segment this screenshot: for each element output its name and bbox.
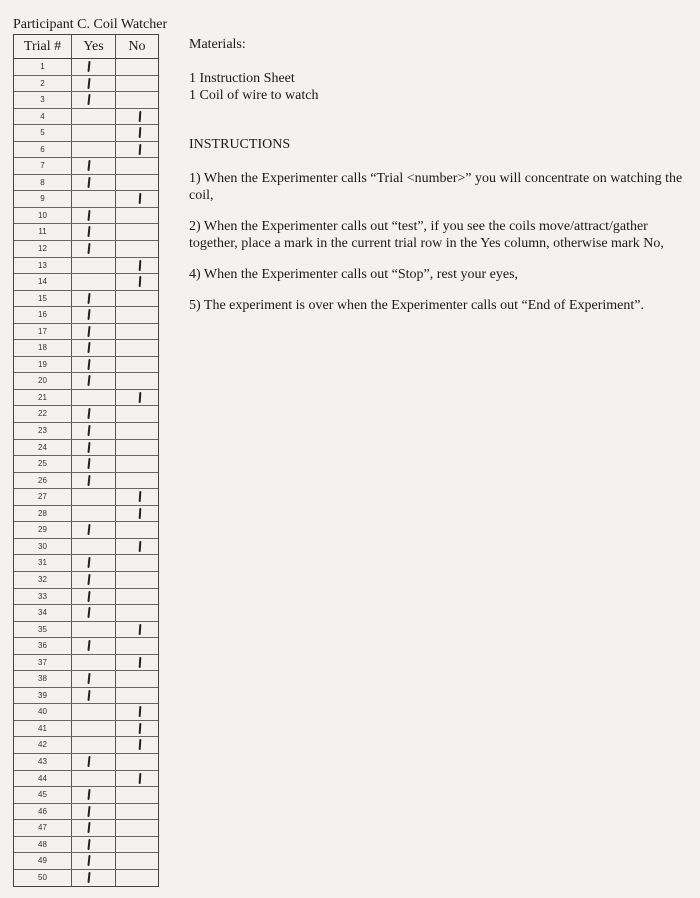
no-cell [116, 274, 158, 290]
no-cell [116, 456, 158, 472]
yes-cell [72, 142, 116, 158]
yes-cell [72, 307, 116, 323]
no-cell [116, 307, 158, 323]
yes-cell [72, 274, 116, 290]
no-cell [116, 76, 158, 92]
table-row [14, 721, 158, 738]
tally-mark [87, 839, 90, 850]
trial-number: 29 [14, 522, 72, 538]
table-row [14, 787, 158, 804]
tally-mark [87, 607, 90, 618]
trial-number: 16 [14, 307, 72, 323]
yes-cell [72, 539, 116, 555]
table-row [14, 258, 158, 275]
yes-cell [72, 224, 116, 240]
trial-number: 23 [14, 423, 72, 439]
header-no: No [128, 39, 146, 54]
table-row [14, 109, 158, 126]
yes-cell [72, 158, 116, 174]
yes-cell [72, 820, 116, 836]
instruction-step: 2) When the Experimenter calls out “test”, if you see the coils move/attract/gather together, place a mark in the current trial row in the Yes column, otherwise mark No, [189, 219, 664, 251]
no-cell [116, 125, 158, 141]
trial-number: 50 [14, 870, 72, 887]
no-cell [116, 390, 158, 406]
tally-mark [139, 491, 141, 502]
tally-mark [87, 524, 90, 535]
tally-mark [87, 94, 90, 105]
no-cell [116, 142, 158, 158]
tally-mark [87, 210, 90, 221]
trial-number: 41 [14, 721, 72, 737]
trial-number: 22 [14, 406, 72, 422]
trial-number: 17 [14, 324, 72, 340]
yes-cell [72, 754, 116, 770]
tally-mark [87, 458, 90, 469]
table-row [14, 589, 158, 606]
trial-number: 30 [14, 539, 72, 555]
no-cell [116, 688, 158, 704]
trial-number: 35 [14, 622, 72, 638]
tally-mark [87, 425, 90, 436]
table-row [14, 820, 158, 837]
yes-cell [72, 241, 116, 257]
yes-cell [72, 605, 116, 621]
yes-cell [72, 589, 116, 605]
no-cell [116, 59, 158, 75]
tally-mark [87, 673, 90, 684]
table-row [14, 340, 158, 357]
trial-number: 37 [14, 655, 72, 671]
table-row [14, 853, 158, 870]
yes-cell [72, 406, 116, 422]
instructions-panel [189, 36, 689, 328]
trial-number: 47 [14, 820, 72, 836]
trial-number: 9 [14, 191, 72, 207]
table-row [14, 274, 158, 291]
table-row [14, 655, 158, 672]
table-row [14, 373, 158, 390]
no-cell [116, 655, 158, 671]
trial-number: 33 [14, 589, 72, 605]
trial-number: 27 [14, 489, 72, 505]
table-row [14, 704, 158, 721]
trial-number: 10 [14, 208, 72, 224]
yes-cell [72, 721, 116, 737]
table-row [14, 59, 158, 76]
no-cell [116, 473, 158, 489]
tally-mark [87, 872, 90, 883]
tally-mark [87, 690, 90, 701]
no-cell [116, 324, 158, 340]
tally-mark [87, 408, 90, 419]
header-yes: Yes [72, 35, 116, 58]
table-row [14, 92, 158, 109]
table-row [14, 605, 158, 622]
yes-cell [72, 258, 116, 274]
yes-cell [72, 175, 116, 191]
tally-mark [139, 508, 141, 519]
no-cell [116, 406, 158, 422]
trial-number: 7 [14, 158, 72, 174]
tally-mark [87, 640, 90, 651]
table-row [14, 489, 158, 506]
yes-cell [72, 456, 116, 472]
tally-mark [139, 541, 141, 552]
trial-number: 32 [14, 572, 72, 588]
yes-cell [72, 787, 116, 803]
table-row [14, 506, 158, 523]
tally-mark [139, 276, 141, 287]
yes-cell [72, 92, 116, 108]
tally-mark [139, 624, 141, 635]
tally-mark [87, 442, 90, 453]
no-cell [116, 340, 158, 356]
no-cell [116, 423, 158, 439]
no-cell [116, 506, 158, 522]
trial-number: 6 [14, 142, 72, 158]
yes-cell [72, 771, 116, 787]
trial-number: 25 [14, 456, 72, 472]
tally-mark [139, 739, 141, 750]
tally-mark [87, 855, 90, 866]
no-cell [116, 539, 158, 555]
tally-mark [87, 806, 90, 817]
trial-number: 18 [14, 340, 72, 356]
yes-cell [72, 59, 116, 75]
instructions-heading: INSTRUCTIONS [189, 137, 291, 152]
table-body [14, 59, 158, 886]
trial-number: 1 [14, 59, 72, 75]
instruction-step: 5) The experiment is over when the Experimenter calls out “End of Experiment”. [189, 298, 644, 313]
table-row [14, 837, 158, 854]
table-row [14, 307, 158, 324]
material-item: 1 Instruction Sheet [189, 71, 295, 86]
table-row [14, 125, 158, 142]
yes-cell [72, 638, 116, 654]
trial-number: 11 [14, 224, 72, 240]
no-cell [116, 804, 158, 820]
trial-number: 13 [14, 258, 72, 274]
tally-mark [87, 557, 90, 568]
yes-cell [72, 622, 116, 638]
table-row [14, 870, 158, 887]
tally-mark [87, 822, 90, 833]
no-cell [116, 820, 158, 836]
tally-mark [87, 574, 90, 585]
table-row [14, 671, 158, 688]
trial-number: 43 [14, 754, 72, 770]
yes-cell [72, 473, 116, 489]
table-row [14, 191, 158, 208]
trial-number: 26 [14, 473, 72, 489]
no-cell [116, 440, 158, 456]
table-row [14, 224, 158, 241]
tally-table [13, 34, 159, 887]
table-row [14, 390, 158, 407]
table-row [14, 572, 158, 589]
yes-cell [72, 837, 116, 853]
no-cell [116, 870, 158, 887]
tally-mark [139, 260, 141, 271]
tally-mark [87, 756, 90, 767]
instruction-step: 4) When the Experimenter calls out “Stop”, rest your eyes, [189, 267, 519, 282]
trial-number: 49 [14, 853, 72, 869]
yes-cell [72, 506, 116, 522]
no-cell [116, 721, 158, 737]
trial-number: 34 [14, 605, 72, 621]
no-cell [116, 589, 158, 605]
no-cell [116, 622, 158, 638]
tally-mark [139, 657, 141, 668]
no-cell [116, 109, 158, 125]
yes-cell [72, 671, 116, 687]
table-row [14, 423, 158, 440]
table-row [14, 754, 158, 771]
table-row [14, 804, 158, 821]
table-row [14, 76, 158, 93]
tally-mark [87, 243, 90, 254]
trial-number: 24 [14, 440, 72, 456]
no-cell [116, 224, 158, 240]
tally-mark [87, 375, 90, 386]
instruction-step: 1) When the Experimenter calls “Trial <number>” you will concentrate on watching the coil, [189, 171, 683, 203]
tally-mark [139, 111, 141, 122]
no-cell [116, 489, 158, 505]
table-row [14, 142, 158, 159]
no-cell [116, 241, 158, 257]
no-cell [116, 291, 158, 307]
no-cell [116, 373, 158, 389]
no-cell [116, 208, 158, 224]
material-item: 1 Coil of wire to watch [189, 88, 319, 103]
sheet-title: Participant C. Coil Watcher [13, 17, 168, 32]
trial-number: 40 [14, 704, 72, 720]
tally-mark [139, 706, 141, 717]
no-cell [116, 191, 158, 207]
tally-mark [87, 293, 90, 304]
yes-cell [72, 704, 116, 720]
trial-number: 38 [14, 671, 72, 687]
tally-mark [139, 723, 141, 734]
tally-mark [87, 475, 90, 486]
tally-mark [87, 590, 90, 601]
no-cell [116, 92, 158, 108]
trial-number: 5 [14, 125, 72, 141]
table-row [14, 406, 158, 423]
table-row [14, 158, 158, 175]
table-row [14, 357, 158, 374]
yes-cell [72, 324, 116, 340]
tally-mark [139, 127, 141, 138]
no-cell [116, 787, 158, 803]
yes-cell [72, 390, 116, 406]
yes-cell [72, 357, 116, 373]
yes-cell [72, 804, 116, 820]
trial-number: 14 [14, 274, 72, 290]
no-cell [116, 158, 158, 174]
table-row [14, 622, 158, 639]
no-cell [116, 737, 158, 753]
no-cell [116, 754, 158, 770]
table-row [14, 522, 158, 539]
trial-number: 36 [14, 638, 72, 654]
yes-cell [72, 76, 116, 92]
trial-number: 48 [14, 837, 72, 853]
no-cell [116, 771, 158, 787]
yes-cell [72, 125, 116, 141]
table-row [14, 175, 158, 192]
table-row [14, 456, 158, 473]
table-row [14, 473, 158, 490]
trial-number: 15 [14, 291, 72, 307]
no-cell [116, 853, 158, 869]
no-cell [116, 837, 158, 853]
trial-number: 46 [14, 804, 72, 820]
yes-cell [72, 423, 116, 439]
no-cell [116, 671, 158, 687]
yes-cell [72, 522, 116, 538]
yes-cell [72, 655, 116, 671]
yes-cell [72, 870, 116, 887]
tally-mark [87, 326, 90, 337]
tally-mark [87, 226, 90, 237]
trial-number: 31 [14, 555, 72, 571]
table-row [14, 208, 158, 225]
table-row [14, 241, 158, 258]
tally-mark [87, 789, 90, 800]
table-row [14, 539, 158, 556]
trial-number: 44 [14, 771, 72, 787]
tally-mark [139, 193, 141, 204]
table-row [14, 771, 158, 788]
yes-cell [72, 555, 116, 571]
no-cell [116, 258, 158, 274]
materials-heading: Materials: [189, 37, 246, 52]
tally-mark [139, 392, 141, 403]
trial-number: 19 [14, 357, 72, 373]
yes-cell [72, 191, 116, 207]
trial-number: 2 [14, 76, 72, 92]
table-row [14, 737, 158, 754]
table-header [14, 35, 158, 59]
table-row [14, 291, 158, 308]
trial-number: 45 [14, 787, 72, 803]
yes-cell [72, 688, 116, 704]
yes-cell [72, 208, 116, 224]
yes-cell [72, 489, 116, 505]
trial-number: 21 [14, 390, 72, 406]
yes-cell [72, 440, 116, 456]
trial-number: 42 [14, 737, 72, 753]
yes-cell [72, 737, 116, 753]
yes-cell [72, 373, 116, 389]
tally-mark [139, 144, 141, 155]
header-trial: Trial # [14, 35, 72, 58]
yes-cell [72, 291, 116, 307]
no-cell [116, 572, 158, 588]
tally-mark [87, 77, 90, 88]
no-cell [116, 605, 158, 621]
no-cell [116, 175, 158, 191]
trial-number: 4 [14, 109, 72, 125]
trial-number: 28 [14, 506, 72, 522]
tally-mark [87, 359, 90, 370]
trial-number: 8 [14, 175, 72, 191]
trial-number: 12 [14, 241, 72, 257]
tally-mark [139, 772, 141, 783]
tally-mark [87, 61, 90, 72]
table-row [14, 638, 158, 655]
no-cell [116, 522, 158, 538]
table-row [14, 324, 158, 341]
table-row [14, 688, 158, 705]
trial-number: 3 [14, 92, 72, 108]
tally-mark [87, 160, 90, 171]
trial-number: 39 [14, 688, 72, 704]
tally-mark [87, 177, 90, 188]
tally-mark [87, 309, 90, 320]
table-row [14, 555, 158, 572]
trial-number: 20 [14, 373, 72, 389]
table-row [14, 440, 158, 457]
tally-mark [87, 342, 90, 353]
no-cell [116, 704, 158, 720]
yes-cell [72, 572, 116, 588]
yes-cell [72, 340, 116, 356]
no-cell [116, 357, 158, 373]
yes-cell [72, 109, 116, 125]
no-cell [116, 555, 158, 571]
yes-cell [72, 853, 116, 869]
no-cell [116, 638, 158, 654]
